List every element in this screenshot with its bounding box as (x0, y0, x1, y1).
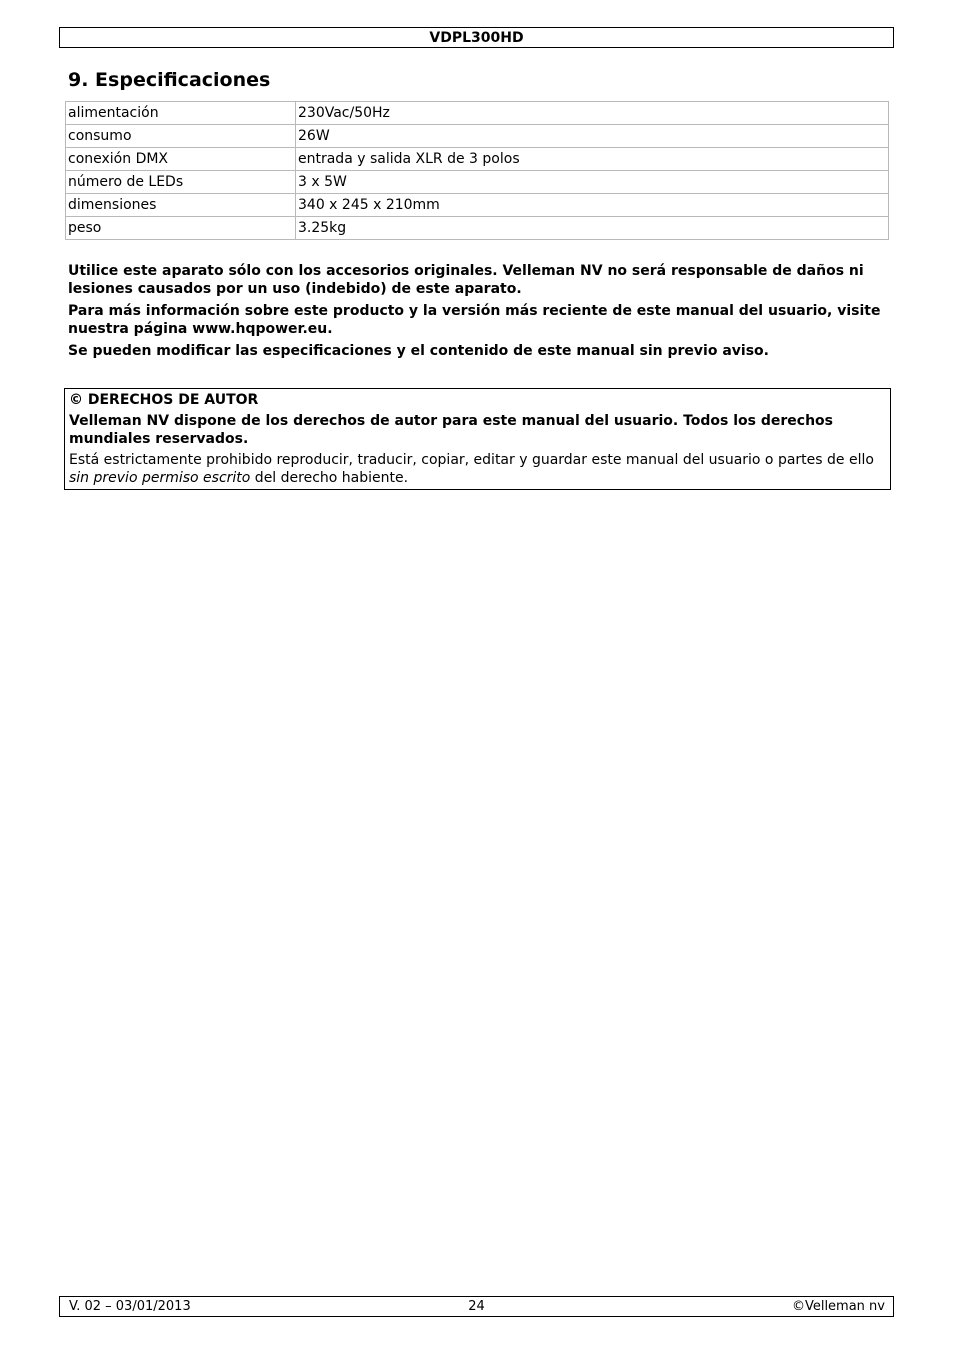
footer-page-number: 24 (468, 1299, 485, 1314)
copyright-prohibition (69, 451, 886, 487)
footer-company: ©Velleman nv (791, 1299, 885, 1314)
page-footer (59, 1296, 894, 1317)
spec-value: entrada y salida XLR de 3 polos (296, 148, 889, 171)
table-row (66, 194, 889, 217)
copyright-heading: © DERECHOS DE AUTOR (69, 392, 259, 408)
spec-value: 3 x 5W (296, 171, 889, 194)
section-title: 9. Especificaciones (68, 69, 271, 91)
prohibition-end: del derecho habiente. (250, 470, 409, 486)
model-name: VDPL300HD (429, 30, 524, 46)
prohibition-emphasis: sin previo permiso escrito (69, 470, 251, 486)
table-row (66, 102, 889, 125)
notes-section (68, 262, 890, 364)
spec-label: conexión DMX (66, 148, 296, 171)
more-info-note: Para más información sobre este producto y la versión más reciente de este manual del usuario, visite nuestra página www.hqpower.eu. (68, 303, 881, 337)
copyright-box (64, 388, 891, 490)
table-row (66, 217, 889, 240)
spec-label: peso (66, 217, 296, 240)
table-row (66, 171, 889, 194)
spec-value: 3.25kg (296, 217, 889, 240)
specifications-table (65, 101, 889, 240)
spec-label: dimensiones (66, 194, 296, 217)
table-row (66, 125, 889, 148)
footer-version: V. 02 – 03/01/2013 (69, 1299, 191, 1314)
spec-value: 230Vac/50Hz (296, 102, 889, 125)
spec-label: alimentación (66, 102, 296, 125)
accessories-note: Utilice este aparato sólo con los accesorios originales. Velleman NV no será responsable de daños ni lesiones causados por un uso (indebido) de este aparato. (68, 263, 864, 297)
table-row (66, 148, 889, 171)
spec-value: 340 x 245 x 210mm (296, 194, 889, 217)
spec-label: consumo (66, 125, 296, 148)
page-header (59, 27, 894, 48)
prohibition-start: Está estrictamente prohibido reproducir, traducir, copiar, editar y guardar este manual del usuario o partes de ello (69, 452, 874, 468)
copyright-statement: Velleman NV dispone de los derechos de autor para este manual del usuario. Todos los derechos mundiales reservados. (69, 413, 834, 447)
spec-value: 26W (296, 125, 889, 148)
spec-label: número de LEDs (66, 171, 296, 194)
changes-note: Se pueden modificar las especificaciones y el contenido de este manual sin previo aviso. (68, 343, 769, 359)
